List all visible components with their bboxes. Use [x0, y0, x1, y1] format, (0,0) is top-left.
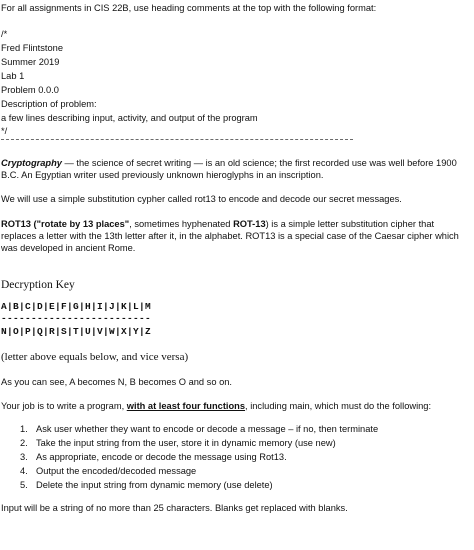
rot13-hyphenated: ROT-13 [233, 219, 266, 229]
key-top-row: A|B|C|D|E|F|G|H|I|J|K|L|M [1, 301, 152, 312]
list-item-number: 1. [20, 424, 28, 434]
cryptography-term: Cryptography [1, 158, 62, 168]
rot13-mid: , sometimes hyphenated [129, 219, 234, 229]
comment-problem: Problem 0.0.0 [1, 85, 59, 95]
rot13-intro: We will use a simple substitution cypher called rot13 to encode and decode our secret messages. [1, 194, 402, 204]
example-text: As you can see, A becomes N, B becomes O and so on. [1, 377, 233, 387]
rot13-name: ROT13 [1, 219, 31, 229]
key-note: (letter above equals below, and vice versa) [1, 351, 189, 363]
rot13-phrase: ("rotate by 13 places" [30, 219, 130, 229]
list-item-text: Ask user whether they want to encode or decode a message – if no, then terminate [36, 424, 379, 434]
job-after: , including main, which must do the following: [245, 401, 432, 411]
intro-text: For all assignments in CIS 22B, use heading comments at the top with the following format: [1, 3, 377, 13]
comment-lab: Lab 1 [1, 71, 25, 81]
list-item-number: 3. [20, 452, 28, 462]
list-item-text: Output the encoded/decoded message [36, 466, 197, 476]
key-bottom-row: N|O|P|Q|R|S|T|U|V|W|X|Y|Z [1, 326, 152, 337]
list-item-number: 5. [20, 480, 28, 490]
comment-term: Summer 2019 [1, 57, 60, 67]
input-note: Input will be a string of no more than 25 characters. Blanks get replaced with blanks. [1, 503, 348, 513]
cryptography-paragraph [1, 157, 463, 181]
list-item-text: Delete the input string from dynamic memory (use delete) [36, 480, 273, 490]
key-rule: ------------------------- [1, 313, 152, 324]
comment-close: */ [1, 126, 8, 136]
job-text [1, 400, 431, 412]
job-before: Your job is to write a program, [1, 401, 127, 411]
section-divider [1, 139, 353, 140]
comment-description-text: a few lines describing input, activity, and output of the program [1, 113, 258, 123]
list-item-number: 2. [20, 438, 28, 448]
rot13-rest: ) is a simple letter substitution cipher that replaces a letter with the 13th letter after it, in the alphabet. ROT13 is a special case of the Caesar cipher which was developed in ancient Rome. [1, 219, 459, 253]
job-emphasis: with at least four functions [126, 401, 246, 411]
comment-description-label: Description of problem: [1, 99, 97, 109]
list-item-text: As appropriate, encode or decode the message using Rot13. [36, 452, 287, 462]
key-title: Decryption Key [1, 279, 75, 291]
list-item-text: Take the input string from the user, store it in dynamic memory (use new) [36, 438, 336, 448]
rot13-definition [1, 218, 463, 254]
comment-open: /* [1, 29, 8, 39]
list-item-number: 4. [20, 466, 28, 476]
cryptography-text: — the science of secret writing — is an old science; the first recorded use was well before 1900 B.C. An Egyptian writer used previously unknown hieroglyphs in an inscription. [1, 158, 457, 180]
comment-name: Fred Flintstone [1, 43, 64, 53]
